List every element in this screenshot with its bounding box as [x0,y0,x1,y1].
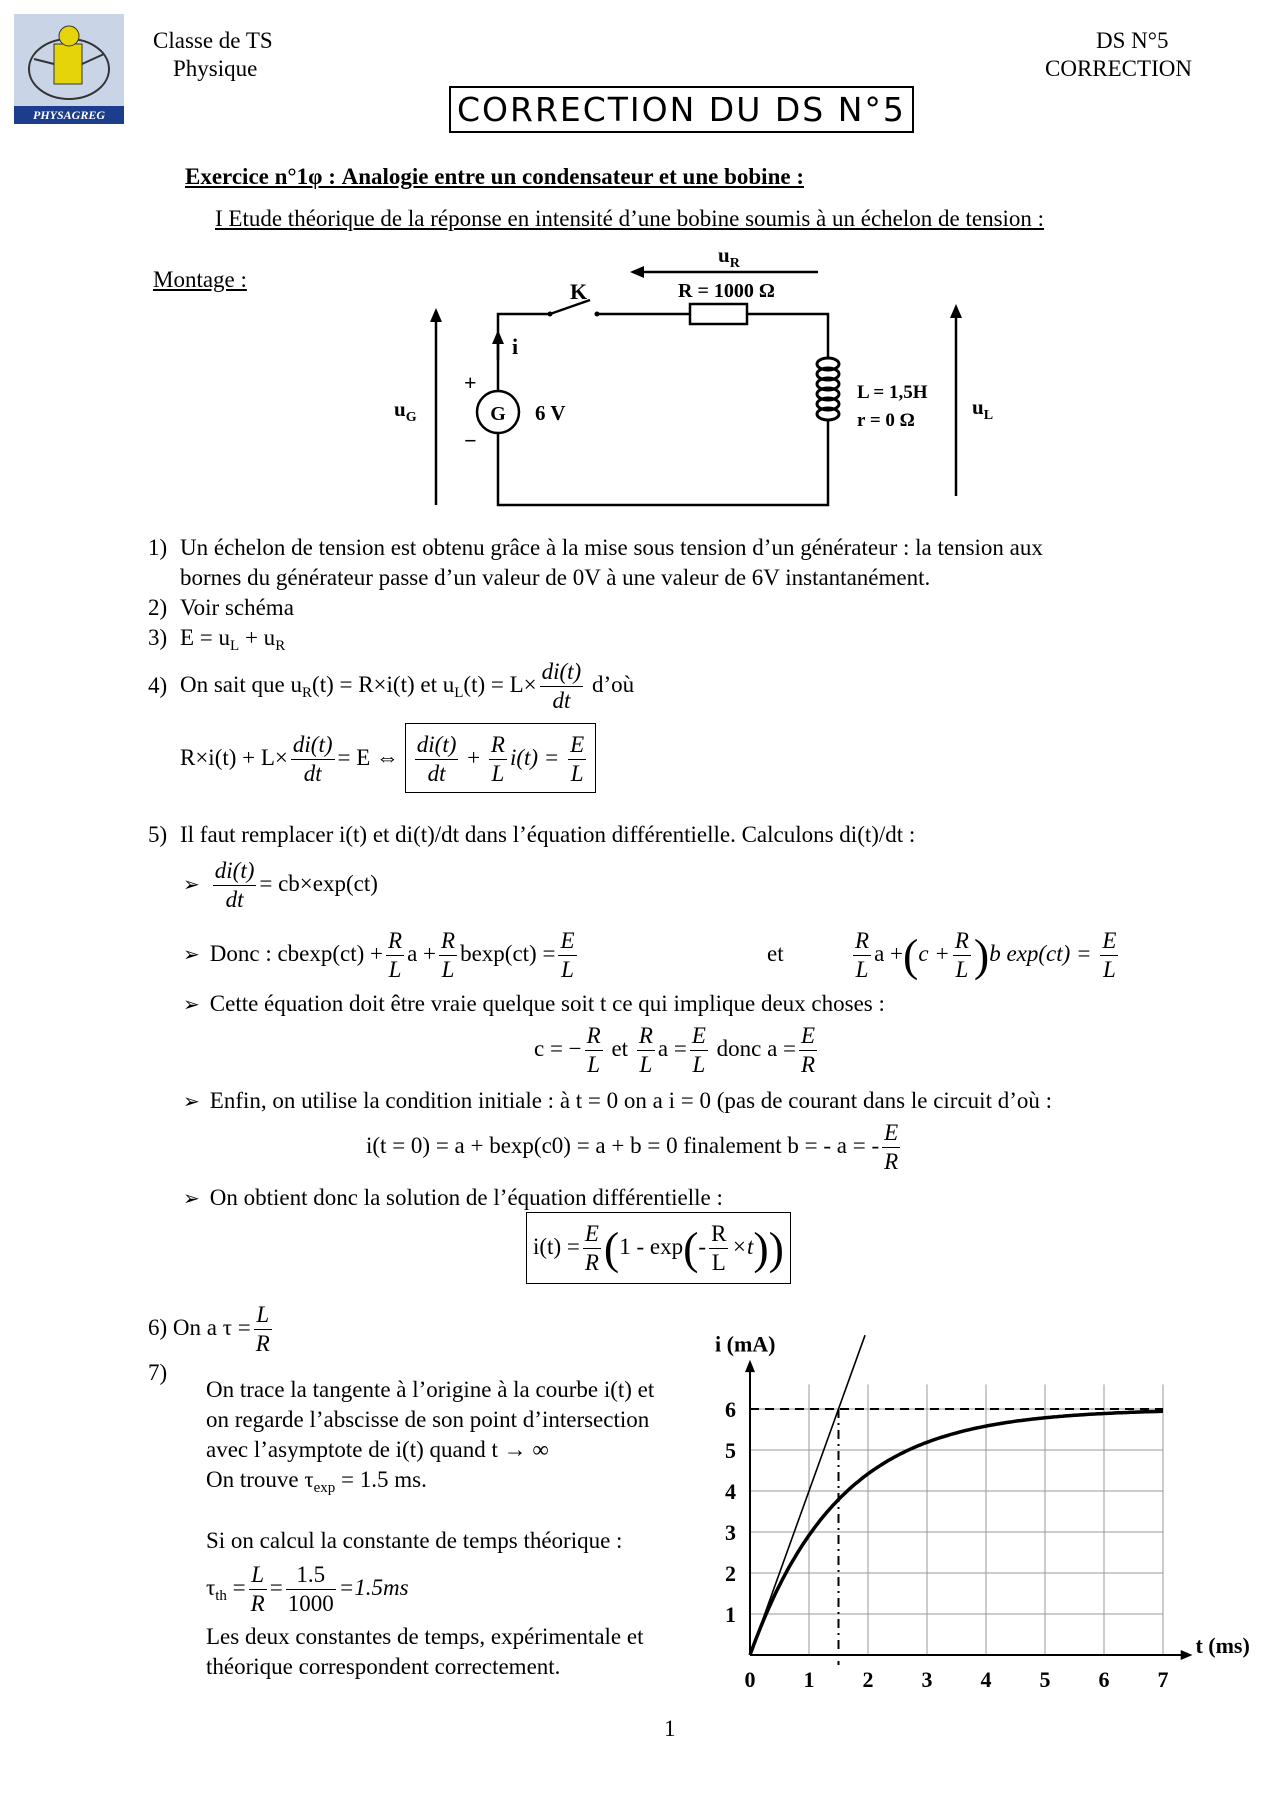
ds-label: CORRECTION [1045,56,1192,81]
q5-bullet3: ➢ Cette équation doit être vraie quelque soit t ce qui implique deux choses : [183,991,885,1016]
q5-et: et [767,941,784,966]
x-tick-label: 7 [1157,1667,1169,1692]
bullet-arrow-icon: ➢ [183,1188,200,1210]
q7-line5: Si on calcul la constante de temps théorique : [206,1528,623,1553]
current-curve [750,1411,1163,1655]
inductance-label: L = 1,5H [857,382,928,403]
q4-line: On sait que $u_R(t) = R\times i(t)$ et $u_L(t) = L\times$ $\frac{di(t)}{dt}$ d’où [180,659,635,714]
ug-label: u [394,397,406,421]
switch-label: K [570,279,588,304]
q4-boxed-equation: $\frac{di(t)}{dt}$ + $\frac{R}{L}$ i(t) = $\frac{E}{L}$ [405,723,596,793]
bullet-arrow-icon: ➢ [183,994,200,1016]
ur-label: u [718,243,730,267]
y-tick-label: 6 [725,1397,736,1422]
q7-line7: théorique correspondent correctement. [206,1654,561,1679]
generator-label: G [490,403,506,425]
q5-init: i(t = 0) = a + bexp(c0) = a + b = 0 finalement b = - a = - $\frac{E}{R}$ [366,1120,899,1175]
x-tick-label: 3 [921,1667,933,1692]
current-chart [700,1325,1260,1705]
current-label: i [512,334,519,359]
exercise-heading: Exercice n°1φ : Analogie entre un condensateur et une bobine : [185,164,804,189]
q4-equation: R×i(t) + L× $\frac{di(t)}{dt}$ = E ⇔ $\frac{di(t)}{dt}$ + $\frac{R}{L}$ i(t) = $\frac{E}{L}$ [180,723,596,793]
ul-sub: L [983,408,994,423]
current-arrow [492,330,504,344]
montage-label: Montage : [153,267,247,292]
ug-sub: G [405,410,417,425]
q7-line3: avec l’asymptote de i(t) quand t → ∞ [206,1437,549,1462]
inductor [817,358,839,420]
q5-conditions: c = − $\frac{R}{L}$ et $\frac{R}{L}$ a = $\frac{E}{L}$ donc a = $\frac{E}{R}$ [534,1023,816,1078]
q7-line6: Les deux constantes de temps, expérimentale et [206,1624,644,1649]
ul-label: u [972,395,984,419]
q5-bullet2: ➢ Donc : cbexp(ct) + $\frac{R}{L}$ a + $\frac{R}{L}$ bexp(ct) = $\frac{E}{L}$ [183,928,575,983]
q7-line4: On trouve $\tau_{exp} = 1.5$ ms. [206,1467,427,1496]
q5-num: 5) [148,822,168,847]
q4-num: 4) [148,673,168,698]
q6-line: 6) On a τ = $\frac{L}{R}$ [148,1302,270,1357]
svg-text:uL [972,395,993,423]
inductor-r-label: r = 0 Ω [857,410,915,431]
x-tick-label: 5 [1039,1667,1051,1692]
svg-text:uG [394,397,417,425]
bullet-arrow-icon: ➢ [183,944,200,966]
subject: Physique [173,56,258,81]
x-tick-label: 0 [744,1667,756,1692]
tangent-line [750,1335,865,1655]
q7-num: 7) [148,1360,168,1385]
ds-number: DS N°5 [1096,28,1169,53]
resistor-label: R = 1000 Ω [678,280,775,302]
bullet-arrow-icon: ➢ [183,874,200,896]
x-tick-label: 4 [980,1667,992,1692]
q5-text: Il faut remplacer i(t) et di(t)/dt dans l’équation différentielle. Calculons di(t)/dt : [180,822,916,847]
x-tick-label: 2 [862,1667,874,1692]
bullet-arrow-icon: ➢ [183,1091,200,1113]
y-axis-arrow [745,1360,755,1372]
x-axis-label: t (ms) [1195,1633,1250,1658]
class-line: Classe de TS [153,28,273,53]
q5-bullet4: ➢ Enfin, on utilise la condition initiale : à t = 0 on a i = 0 (pas de courant dans le circuit d’où : [183,1088,1053,1113]
gen-value: 6 V [535,401,566,425]
q1-line2: bornes du générateur passe d’un valeur de 0V à une valeur de 6V instantanément. [180,565,931,590]
y-tick-label: 2 [725,1561,736,1586]
x-tick-label: 6 [1098,1667,1110,1692]
x-axis-arrow [1181,1650,1193,1660]
ur-sub: R [729,256,740,271]
q7-line1: On trace la tangente à l’origine à la courbe i(t) et [206,1377,655,1402]
plus-sign: + [464,370,477,395]
circuit-diagram [380,240,1020,520]
logo-text: PHYSAGREG [32,108,106,122]
q5-bullet1: ➢ $\frac{di(t)}{dt}$ = cb×exp(ct) [183,858,378,913]
q2-text: Voir schéma [180,595,294,620]
y-tick-label: 3 [725,1520,736,1545]
y-tick-label: 4 [725,1479,736,1504]
y-axis-label: i (mA) [715,1331,776,1357]
q7-tau-eq: $\tau_{th}$ = $\frac{L}{R}$ = $\frac{1.5}{1000}$ =1.5ms [206,1562,409,1617]
q5-solution [526,1212,791,1284]
minus-sign: − [464,428,477,453]
page-title: CORRECTION DU DS N°5 [449,86,914,133]
x-tick-label: 1 [803,1667,815,1692]
q3-num: 3) [148,625,168,650]
page-number: 1 [664,1716,676,1741]
q3-equation: $E = u_L + u_R$ [180,625,286,654]
y-tick-label: 5 [725,1438,736,1463]
y-tick-label: 1 [725,1602,736,1627]
q7-line2: on regarde l’abscisse de son point d’intersection [206,1407,650,1432]
svg-text:uR [718,243,741,271]
resistor [690,304,747,324]
q5-bullet2-alt: $\frac{R}{L}$ a +(c + $\frac{R}{L}$ )b exp(ct) = $\frac{E}{L}$ [855,928,1117,983]
logo [14,14,124,124]
q5-bullet5: ➢ On obtient donc la solution de l’équation différentielle : [183,1185,723,1210]
q1-num: 1) [148,535,168,560]
q1-line1: Un échelon de tension est obtenu grâce à la mise sous tension d’un générateur : la tension aux [180,535,1043,560]
solution-box: i(t) = $\frac{E}{R}$ (1 - exp(- $\frac{R}{L}$ ×t)) [526,1212,791,1284]
q2-num: 2) [148,595,168,620]
section-heading: I Etude théorique de la réponse en intensité d’une bobine soumis à un échelon de tension : [215,206,1045,231]
